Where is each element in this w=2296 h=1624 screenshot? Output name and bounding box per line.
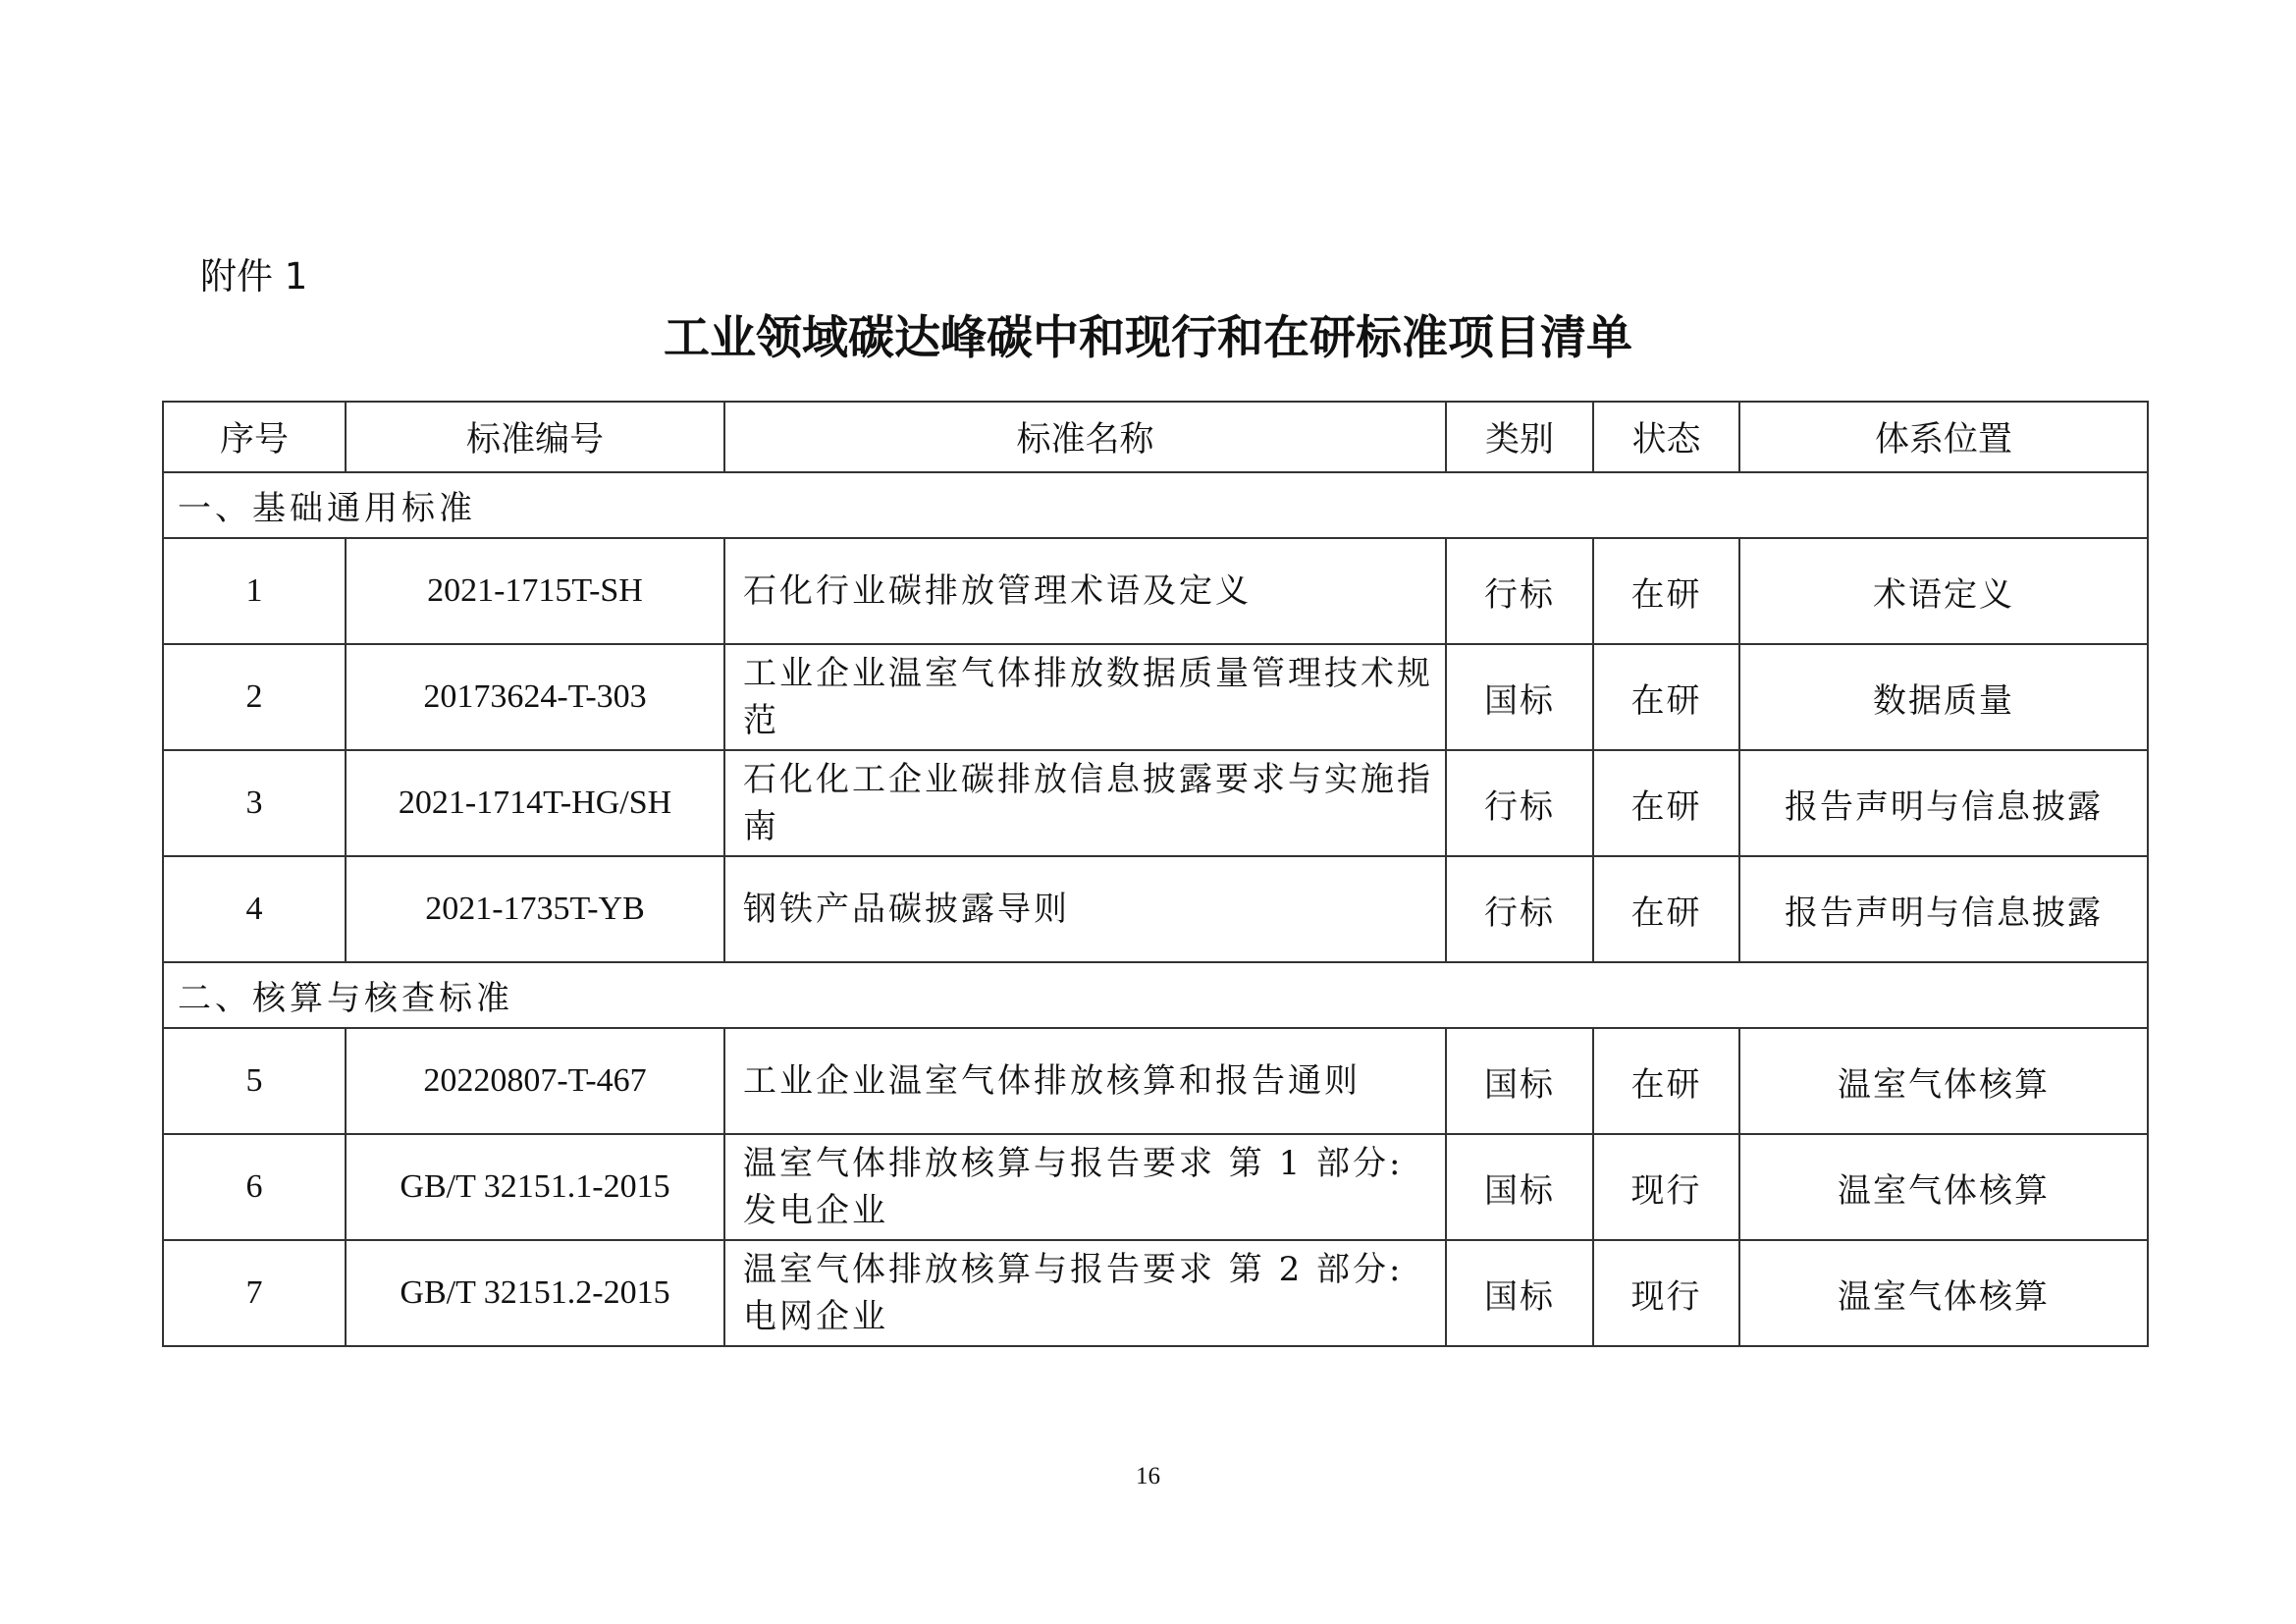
section-row-basic [163, 472, 2148, 538]
cell-name: 钢铁产品碳披露导则 [724, 856, 1446, 962]
cell-code: 2021-1714T-HG/SH [346, 750, 724, 856]
table-header-row [163, 402, 2148, 472]
header-position: 体系位置 [1739, 402, 2148, 472]
page-number: 16 [1136, 1463, 1160, 1489]
header-num: 序号 [163, 402, 346, 472]
cell-num: 6 [163, 1134, 346, 1240]
cell-name: 温室气体排放核算与报告要求 第 2 部分:电网企业 [724, 1240, 1446, 1346]
cell-name: 石化化工企业碳排放信息披露要求与实施指南 [724, 750, 1446, 856]
table-row [163, 538, 2148, 644]
cell-type: 国标 [1446, 1240, 1593, 1346]
cell-code: 20173624-T-303 [346, 644, 724, 750]
cell-code: GB/T 32151.2-2015 [346, 1240, 724, 1346]
standards-table [162, 401, 2149, 1347]
cell-code: 2021-1735T-YB [346, 856, 724, 962]
document-title: 工业领域碳达峰碳中和现行和在研标准项目清单 [664, 311, 1632, 365]
cell-status: 在研 [1593, 856, 1739, 962]
cell-name: 工业企业温室气体排放核算和报告通则 [724, 1028, 1446, 1134]
cell-status: 在研 [1593, 1028, 1739, 1134]
cell-num: 1 [163, 538, 346, 644]
cell-position: 温室气体核算 [1739, 1028, 2148, 1134]
cell-status: 现行 [1593, 1134, 1739, 1240]
cell-type: 国标 [1446, 644, 1593, 750]
header-type: 类别 [1446, 402, 1593, 472]
cell-position: 温室气体核算 [1739, 1134, 2148, 1240]
cell-type: 国标 [1446, 1028, 1593, 1134]
table-row [163, 750, 2148, 856]
cell-type: 行标 [1446, 538, 1593, 644]
table-row [163, 644, 2148, 750]
cell-position: 术语定义 [1739, 538, 2148, 644]
cell-name: 工业企业温室气体排放数据质量管理技术规范 [724, 644, 1446, 750]
cell-code: 20220807-T-467 [346, 1028, 724, 1134]
cell-position: 数据质量 [1739, 644, 2148, 750]
cell-code: 2021-1715T-SH [346, 538, 724, 644]
cell-name: 石化行业碳排放管理术语及定义 [724, 538, 1446, 644]
annex-label: 附件 1 [200, 255, 308, 298]
cell-name: 温室气体排放核算与报告要求 第 1 部分:发电企业 [724, 1134, 1446, 1240]
cell-status: 现行 [1593, 1240, 1739, 1346]
cell-position: 报告声明与信息披露 [1739, 856, 2148, 962]
cell-type: 国标 [1446, 1134, 1593, 1240]
cell-num: 4 [163, 856, 346, 962]
cell-status: 在研 [1593, 750, 1739, 856]
table-row [163, 856, 2148, 962]
table-row [163, 1028, 2148, 1134]
section-title: 二、核算与核查标准 [163, 962, 2148, 1028]
cell-position: 报告声明与信息披露 [1739, 750, 2148, 856]
header-status: 状态 [1593, 402, 1739, 472]
header-name: 标准名称 [724, 402, 1446, 472]
cell-position: 温室气体核算 [1739, 1240, 2148, 1346]
cell-num: 2 [163, 644, 346, 750]
table-row [163, 1240, 2148, 1346]
table-row [163, 1134, 2148, 1240]
cell-type: 行标 [1446, 856, 1593, 962]
header-code: 标准编号 [346, 402, 724, 472]
cell-status: 在研 [1593, 644, 1739, 750]
cell-num: 3 [163, 750, 346, 856]
section-title: 一、基础通用标准 [163, 472, 2148, 538]
cell-status: 在研 [1593, 538, 1739, 644]
section-row-accounting [163, 962, 2148, 1028]
cell-code: GB/T 32151.1-2015 [346, 1134, 724, 1240]
cell-type: 行标 [1446, 750, 1593, 856]
cell-num: 7 [163, 1240, 346, 1346]
cell-num: 5 [163, 1028, 346, 1134]
